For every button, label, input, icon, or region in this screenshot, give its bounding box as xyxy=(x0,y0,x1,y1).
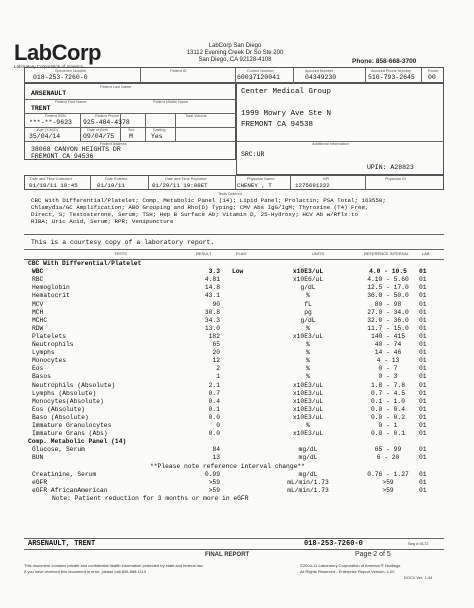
result-test-name: Monocytes xyxy=(32,357,67,365)
dob-label: Date of Birth xyxy=(87,128,109,132)
result-lab: 01 xyxy=(419,308,427,316)
result-value: 13.0 xyxy=(204,324,220,332)
patient-phone: 925-484-4378 xyxy=(83,119,130,126)
result-lab: 01 xyxy=(419,397,427,405)
result-reference: 140 - 415 xyxy=(370,332,405,340)
result-value: 0.1 xyxy=(208,405,220,413)
result-test-name: Basos xyxy=(32,373,51,381)
result-lab: 01 xyxy=(419,292,427,300)
date-entered: 01/19/11 xyxy=(97,182,125,189)
result-value: 182 xyxy=(208,332,220,340)
result-lab: 01 xyxy=(419,365,427,373)
result-test-name: Monocytes(Absolute) xyxy=(32,397,104,405)
tests-ordered-line: Direct, S; Testosterone, Serum; TSH; Hep B Surface Ab; Vitamin D, 25-Hydroxy; HCV Ab w/Rflx to xyxy=(31,211,358,218)
date-reported: 01/20/11 19:08ET xyxy=(152,182,208,189)
result-lab: 01 xyxy=(419,373,427,381)
footer-seq: Seq # 0172 xyxy=(408,541,429,546)
result-test-name: **Please note reference interval change** xyxy=(150,462,305,470)
result-reference: 65 - 99 xyxy=(374,446,402,454)
patient-first-name: TRENT xyxy=(31,105,51,112)
result-test-name: RBC xyxy=(32,276,44,284)
control-number: 60037120041 xyxy=(237,74,280,81)
result-lab: 01 xyxy=(419,454,427,462)
dates-row xyxy=(24,175,444,190)
result-units: mL/min/1.73 xyxy=(287,478,329,486)
patient-last-name: ARSENAULT xyxy=(31,90,67,97)
result-reference: 0 - 7 xyxy=(378,365,398,373)
table-row xyxy=(0,325,474,333)
patient-first-name-label: Patient First Name xyxy=(55,100,87,104)
footer-patient-bar xyxy=(24,538,444,550)
source-code: SRC:UR xyxy=(241,151,265,158)
patient-last-name-label: Patient Last Name xyxy=(100,85,132,89)
result-test-name: Hematocrit xyxy=(32,292,70,300)
result-test-name: Lymphs xyxy=(32,349,55,357)
result-test-name: MCHC xyxy=(32,316,48,324)
col-units: UNITS xyxy=(312,251,324,256)
result-reference: 80 - 98 xyxy=(374,300,402,308)
table-row xyxy=(0,422,474,430)
reported-label: Date and Time Reported xyxy=(165,177,207,181)
result-value: >59 xyxy=(208,478,220,486)
table-row xyxy=(0,284,474,292)
fasting-label: Fasting xyxy=(153,128,166,132)
result-units: % xyxy=(306,349,310,357)
result-lab: 01 xyxy=(419,430,427,438)
result-units: % xyxy=(306,357,310,365)
ssn-label: Patient SSN xyxy=(45,114,66,118)
tests-ordered-line: Chlamydia/GC Amplification; ABO Grouping and Rho(D) Typing; CMV Abs IgG/IgM; Thyroxine (T4) Free, xyxy=(31,204,369,211)
result-lab: 01 xyxy=(419,478,427,486)
patient-info-block xyxy=(24,83,236,160)
result-reference: 4.10 - 5.60 xyxy=(367,276,409,284)
result-reference: 0.76 - 1.27 xyxy=(367,470,409,478)
result-value: 34.3 xyxy=(204,316,220,324)
result-units: % xyxy=(306,373,310,381)
result-reference: 0.7 - 4.5 xyxy=(370,389,405,397)
result-value: 20 xyxy=(212,349,220,357)
result-test-name: Neutrophils (Absolute) xyxy=(32,381,116,389)
account-label: Account Number xyxy=(305,69,334,73)
route-label: Route xyxy=(428,69,439,73)
account-name: Center Medical Group xyxy=(241,88,332,96)
col-reference: REFERENCE INTERVAL xyxy=(364,251,409,256)
result-lab: 01 xyxy=(419,405,427,413)
result-units: % xyxy=(306,422,310,429)
logo-subtitle: Laboratory Corporation of America xyxy=(14,64,83,69)
lab-address xyxy=(160,43,310,64)
result-value: >59 xyxy=(208,486,220,494)
page-number: Page 2 of 5 xyxy=(355,551,391,558)
result-lab: 01 xyxy=(419,300,427,308)
result-test-name: Glucose, Serum xyxy=(32,446,85,454)
account-street: 1999 Mowry Ave Ste N xyxy=(241,110,332,118)
tests-ordered-line: CBC With Differential/Platelet; Comp. Metabolic Panel (14); Lipid Panel; Prolactin; PSA Total; 163550; xyxy=(31,197,386,204)
result-units: x10E3/uL xyxy=(292,389,324,397)
confidential-line-1: This document contains private and confidential health information protected by state and federal law. xyxy=(24,563,204,568)
result-test-name: RDW xyxy=(32,324,44,332)
patient-middle-name-label: Patient Middle Name xyxy=(153,100,189,104)
courtesy-notice: This is a courtesy copy of a laboratory report. xyxy=(31,239,215,246)
table-row xyxy=(0,260,474,268)
table-row xyxy=(0,390,474,398)
result-lab: 01 xyxy=(419,389,427,397)
results-table-header xyxy=(24,249,444,260)
table-row xyxy=(0,317,474,325)
result-lab: 01 xyxy=(419,486,427,494)
result-value: 2.1 xyxy=(208,381,220,389)
result-test-name: BUN xyxy=(32,454,44,462)
account-phone-label: Account Phone Number xyxy=(371,69,412,73)
table-row xyxy=(0,268,474,276)
col-lab: LAB xyxy=(422,251,430,256)
patient-dob: 09/04/75 xyxy=(83,133,115,140)
upin: UPIN: A28823 xyxy=(367,164,414,171)
account-city: FREMONT CA 94538 xyxy=(241,121,314,129)
patient-address-line-2: FREMONT CA 94536 xyxy=(31,153,94,160)
col-flag: FLAG xyxy=(236,251,247,256)
physician-id-label: Physician ID xyxy=(385,177,407,181)
table-row xyxy=(0,487,474,495)
result-lab: 01 xyxy=(419,357,427,365)
table-row xyxy=(0,398,474,406)
control-label: Control Number xyxy=(247,69,274,73)
table-row xyxy=(0,341,474,349)
result-value: 1 xyxy=(216,373,220,381)
result-value: 0.4 xyxy=(208,397,220,405)
result-reference: 0.0 - 0.2 xyxy=(370,413,405,421)
confidential-line-2: If you have received this document in error, please call 800-888-1113 xyxy=(24,569,146,574)
tests-ordered xyxy=(31,197,446,225)
table-row xyxy=(0,292,474,300)
result-lab: 01 xyxy=(419,324,427,332)
result-units: g/dL xyxy=(300,316,316,324)
result-units: fL xyxy=(304,300,312,308)
result-test-name: Lymphs (Absolute) xyxy=(32,389,97,397)
entered-label: Date Entered xyxy=(105,177,128,181)
result-test-name: Creatinine, Serum xyxy=(32,470,97,478)
labcorp-logo xyxy=(14,40,101,69)
patient-sex: M xyxy=(129,133,133,140)
account-phone: 510-793-2645 xyxy=(368,74,415,81)
result-reference: 27.0 - 34.0 xyxy=(367,308,409,316)
result-reference: >59 xyxy=(382,478,394,486)
result-value: 0 xyxy=(216,422,220,429)
table-row xyxy=(0,454,474,462)
final-report: FINAL REPORT xyxy=(205,552,250,558)
result-value: 43.1 xyxy=(204,292,220,300)
npi: 1275691222 xyxy=(295,182,330,189)
result-units: g/dL xyxy=(300,284,316,292)
result-test-name: Eos (Absolute) xyxy=(32,405,85,413)
route: 00 xyxy=(428,74,436,81)
result-reference: 0.0 - 0.1 xyxy=(370,430,405,438)
result-lab: 01 xyxy=(419,470,427,478)
result-value: 3.3 xyxy=(208,268,220,276)
result-value: 13 xyxy=(212,454,220,462)
patient-fasting: Yes xyxy=(151,133,163,140)
result-lab: 01 xyxy=(419,341,427,348)
result-test-name: eGFR AfricanAmerican xyxy=(32,486,108,494)
address-line-3: San Diego, CA 92128-4108 xyxy=(198,57,272,63)
account-number: 04349230 xyxy=(305,74,337,81)
doc-version: DOC1 Ver: 1.44 xyxy=(404,575,433,580)
result-value: 2 xyxy=(216,365,220,373)
result-units: x10E3/uL xyxy=(292,430,324,438)
result-value: 12 xyxy=(212,357,220,365)
footer-patient-name: ARSENAULT, TRENT xyxy=(28,540,96,548)
additional-info-label: Additional Information xyxy=(312,142,349,146)
result-units: % xyxy=(306,365,310,373)
copyright-line-1: ©2004-11 Laboratory Corporation of America ® Holdings xyxy=(300,563,401,568)
result-units: x10E3/uL xyxy=(292,332,324,340)
result-reference: 32.0 - 36.0 xyxy=(367,316,409,324)
result-test-name: Note: Patient reduction for 3 months or more in eGFR xyxy=(52,494,249,502)
result-units: x10E3/uL xyxy=(292,397,324,405)
result-value: 4.81 xyxy=(204,276,220,284)
table-row xyxy=(0,471,474,479)
result-lab: 01 xyxy=(419,446,427,454)
result-value: 14.8 xyxy=(204,284,220,292)
result-test-name: Eos xyxy=(32,365,44,373)
address-line-2: 13112 Evening Creek Dr So Ste 200 xyxy=(186,50,284,56)
result-test-name: Hemoglobin xyxy=(32,284,70,292)
table-row xyxy=(0,309,474,317)
table-row xyxy=(0,349,474,357)
table-row xyxy=(0,463,474,471)
patient-address-label: Patient Address xyxy=(100,142,127,146)
result-units: mg/dL xyxy=(298,454,318,462)
collected-label: Date and Time Collected xyxy=(30,177,72,181)
result-test-name: Baso (Absolute) xyxy=(32,413,89,421)
table-row xyxy=(0,495,474,503)
result-lab: 01 xyxy=(419,284,427,292)
result-value: 0.99 xyxy=(204,470,220,478)
specimen-label: Specimen Number xyxy=(55,69,87,73)
result-reference: 4.0 - 10.5 xyxy=(369,268,407,276)
footer-specimen: 018-253-7260-0 xyxy=(304,540,363,548)
lab-phone: Phone: 858-668-3700 xyxy=(352,58,417,65)
specimen-number: 018-253-7260-0 xyxy=(33,74,88,81)
table-row xyxy=(0,276,474,284)
result-lab: 01 xyxy=(419,349,427,357)
result-reference: 0 - 1 xyxy=(378,422,398,429)
patient-id-label: Patient ID xyxy=(170,69,187,73)
result-lab: 01 xyxy=(419,332,427,340)
result-reference: 0.1 - 1.0 xyxy=(370,397,405,405)
result-units: mg/dL xyxy=(298,470,318,478)
result-units: mL/min/1.73 xyxy=(287,486,329,494)
result-value: 0.0 xyxy=(208,413,220,421)
result-value: 0.7 xyxy=(208,389,220,397)
result-test-name: WBC xyxy=(32,268,44,276)
result-reference: 36.0 - 50.0 xyxy=(367,292,409,300)
table-row xyxy=(0,414,474,422)
result-test-name: Immature Granulocytes xyxy=(32,422,112,429)
physician-name-label: Physician Name xyxy=(247,177,275,181)
result-test-name: Neutrophils xyxy=(32,341,74,348)
result-reference: 12.5 - 17.0 xyxy=(367,284,409,292)
result-flag: Low xyxy=(232,268,244,276)
result-lab: 01 xyxy=(419,381,427,389)
specimen-row xyxy=(24,67,444,83)
table-row xyxy=(0,373,474,381)
table-row xyxy=(0,406,474,414)
table-row xyxy=(0,333,474,341)
logo-name: LabCorp xyxy=(14,40,101,65)
patient-address-line-1: 38068 CANYON HEIGHTS DR xyxy=(31,146,121,153)
result-units: x10E3/uL xyxy=(292,381,324,389)
result-lab: 01 xyxy=(419,413,427,421)
result-reference: 0.0 - 0.4 xyxy=(370,405,405,413)
result-lab: 01 xyxy=(419,316,427,324)
table-row xyxy=(0,365,474,373)
table-row xyxy=(0,357,474,365)
result-reference: 11.7 - 15.0 xyxy=(367,324,409,332)
result-units: % xyxy=(306,341,310,348)
patient-age: 35/04/14 xyxy=(29,133,61,140)
result-value: 65 xyxy=(212,341,220,348)
result-units: pg xyxy=(304,308,312,316)
physician-name: CHENEY , T xyxy=(237,182,272,189)
total-volume-label: Total Volume xyxy=(185,114,207,118)
tests-ordered-line: RIBA; Uric Acid, Serum; RPR; Venipuncture xyxy=(31,218,174,225)
address-line-1: LabCorp San Diego xyxy=(208,43,262,49)
age-label: Age (Y/M/D) xyxy=(37,128,58,132)
result-reference: 0 - 3 xyxy=(378,373,398,381)
result-lab: 01 xyxy=(419,422,427,429)
result-test-name: Comp. Metabolic Panel (14) xyxy=(28,438,127,446)
table-row xyxy=(0,479,474,487)
result-lab: 01 xyxy=(419,268,427,276)
result-reference: 4 - 13 xyxy=(376,357,400,365)
table-row xyxy=(0,446,474,454)
table-row xyxy=(0,382,474,390)
result-test-name: Platelets xyxy=(32,332,67,340)
result-units: mg/dL xyxy=(298,446,318,454)
table-row xyxy=(0,301,474,309)
result-reference: 6 - 20 xyxy=(376,454,400,462)
result-reference: 40 - 74 xyxy=(374,341,402,348)
result-units: x10E3/uL xyxy=(292,405,324,413)
npi-label: NPI xyxy=(323,177,330,181)
result-test-name: MCH xyxy=(32,308,44,316)
result-value: 84 xyxy=(212,446,220,454)
result-units: x10E6/uL xyxy=(292,276,324,284)
account-info-block xyxy=(236,83,444,175)
table-row xyxy=(0,430,474,438)
tests-ordered-label: Tests Ordered xyxy=(218,192,242,196)
result-test-name: CBC With Differential/Platelet xyxy=(28,260,142,267)
result-test-name: eGFR xyxy=(32,478,48,486)
patient-ssn: ***-**-9623 xyxy=(29,119,72,126)
result-lab: 01 xyxy=(419,276,427,284)
result-units: % xyxy=(306,292,310,300)
table-row xyxy=(0,438,474,446)
date-collected: 01/18/11 10:45 xyxy=(29,182,78,189)
result-value: 90 xyxy=(212,300,220,308)
result-test-name: Immature Grans (Abs) xyxy=(32,430,108,438)
result-units: x10E3/uL xyxy=(292,268,324,276)
result-units: % xyxy=(306,324,310,332)
col-result: RESULT xyxy=(196,251,212,256)
copyright-line-2: All Rights Reserved - Enterprise Report Version: 1.00 xyxy=(300,569,395,574)
result-reference: 1.8 - 7.8 xyxy=(370,381,405,389)
patient-phone-label: Patient Phone xyxy=(95,114,119,118)
result-value: 0.0 xyxy=(208,430,220,438)
result-reference: 14 - 46 xyxy=(374,349,402,357)
result-units: x10E3/uL xyxy=(292,413,324,421)
result-test-name: MCV xyxy=(32,300,44,308)
result-value: 30.8 xyxy=(204,308,220,316)
sex-label: Sex xyxy=(128,128,135,132)
col-tests: TESTS xyxy=(114,251,127,256)
result-reference: >59 xyxy=(382,486,394,494)
